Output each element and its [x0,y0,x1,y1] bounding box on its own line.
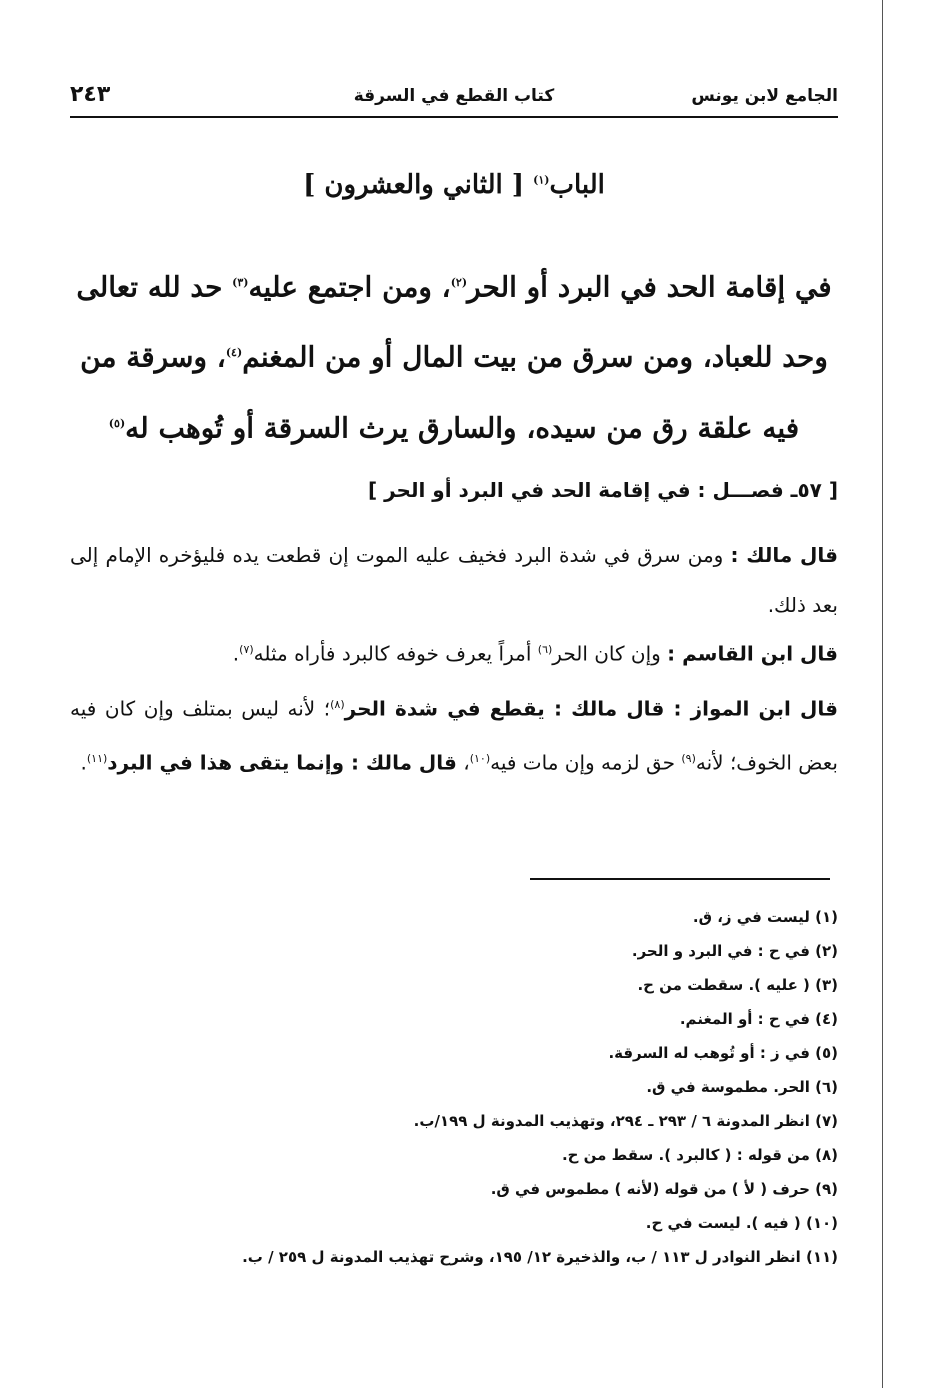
paragraph-text: ، [456,750,470,775]
footnote-ref: (٧) [239,643,254,656]
chapter-subtitle [70,250,838,461]
running-header [70,82,838,118]
paragraph-text: أمراً يعرف خوفه كالبرد فأراه مثله [253,641,538,666]
subtitle-part: ، وسرقة من فيه علقة رق من سيده، والسارق يرث السرقة أو تُوهب له [80,340,800,444]
footnote-ref: (١) [533,173,550,187]
footnote: (٦) الحر. مطموسة في ق. [646,1078,838,1096]
speaker: قال ابن القاسم : [667,641,838,666]
footnote: (٩) حرف ( لأ ) من قوله (لأنه ) مطموس في ق. [490,1180,838,1198]
footnote-ref: (٨) [330,698,345,711]
footnote: (٣) ( عليه ). سقطت من ح. [637,976,838,994]
section-heading: [ ٥٧ـ فصـــل : في إقامة الحد في البرد أو الحر ] [367,478,838,502]
paragraph-text: حق لزمه وإن مات فيه [490,750,682,775]
paragraph-1 [70,530,838,630]
footnote-ref: (٣) [232,276,249,289]
footnote-ref: (٤) [225,346,243,360]
speaker: قال ابن المواز : قال مالك : [553,696,838,721]
header-book-title: كتاب القطع في السرقة [353,86,555,106]
paragraph-text: . [232,641,240,666]
header-author: الجامع لابن يونس [691,86,838,106]
paragraph-text: ومن سرق في شدة البرد فخيف عليه الموت إن قطعت يده فليؤخره الإمام إلى بعد ذلك. [70,543,838,617]
footnote-ref: (١٠) [469,751,491,765]
chapter-title [70,170,838,200]
footnote-separator [530,878,830,880]
paragraph-text: ؛ لأنه ليس بمتلف وإن كان فيه بعض الخوف؛ لأنه [70,696,838,775]
footnote: (٨) من قوله : ( كالبرد ). سقط من ح. [561,1146,838,1164]
footnote: (٤) في ح : أو المغنم. [679,1010,838,1028]
subtitle-part: في إقامة الحد في البرد أو الحر [467,270,832,304]
paragraph-text: وإن كان الحر [552,641,668,666]
footnote: (٥) في ز : أو تُوهب له السرقة. [608,1044,838,1062]
footnote-ref: (٦) [537,643,553,656]
paragraph-text: يقطع في شدة الحر [344,696,554,721]
subtitle-part: ، ومن اجتمع عليه [248,270,451,304]
footnote-ref: (٩) [681,751,696,765]
speaker: قال مالك : [350,750,457,775]
paragraph-2 [70,625,838,679]
footnote: (٧) انظر المدونة ٦ / ٢٩٣ ـ ٢٩٤، وتهذيب المدونة ل ١٩٩/ب. [413,1112,838,1130]
chapter-title-number: [ الثاني والعشرون ] [303,170,525,200]
subtitle-part: حد لله تعالى وحد للعباد، ومن سرق من بيت المال أو من المغنم [76,270,828,374]
footnotes-list [70,900,838,1274]
footnote-ref: (٢) [450,276,468,289]
footnote: (١١) انظر النوادر ل ١١٣ / ب، والذخيرة ١٢/ ١٩٥، وشرح تهذيب المدونة ل ٢٥٩ / ب. [242,1248,838,1266]
paragraph-text: . [80,750,87,775]
page-edge-line [882,0,883,1388]
paragraph-3 [70,680,838,787]
chapter-title-word: الباب [549,170,605,200]
page-number: ٢٤٣ [70,82,111,107]
footnote-ref: (١١) [86,751,108,765]
footnote: (١) ليست في ز، ق. [692,908,838,926]
footnote: (٢) في ح : في البرد و الحر. [631,942,838,960]
footnote-ref: (٥) [108,416,126,430]
footnote: (١٠) ( فيه ). ليست في ح. [645,1214,838,1232]
paragraph-text: وإنما يتقى هذا في البرد [107,750,351,775]
speaker: قال مالك : [730,543,838,567]
